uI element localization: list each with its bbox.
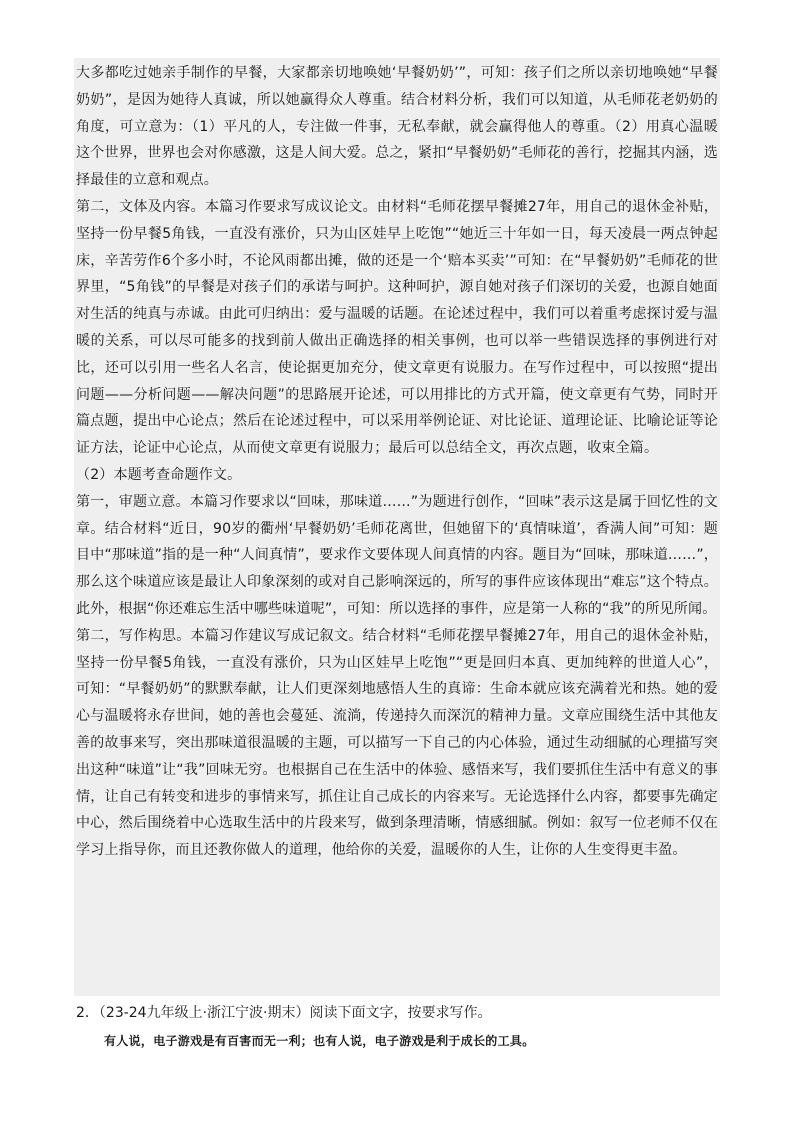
- answer-analysis: [76, 60, 718, 864]
- paragraph: 第一，审题立意。本篇习作要求以“回味，那味道……”为题进行创作，“回味”表示这是属于回忆性的文章。结合材料“近日，90岁的衢州‘早餐奶奶’毛师花离世，但她留下的‘真情味道’，香满人间”可知：题目中“那味道”指的是一种“人间真情”，要求作文要体现人间真情的内容。题目为“回味，那味道……”，那么这个味道应该是最让人印象深刻的或对自己影响深远的，所写的事件应该体现出“难忘”这个特点。此外，根据“你还难忘生活中哪些味道呢”，可知：所以选择的事件，应是第一人称的“我”的所见所闻。: [76, 493, 718, 617]
- question-heading: 2．（23-24九年级上·浙江宁波·期末）阅读下面文字，按要求写作。: [76, 1005, 492, 1021]
- paragraph: 第二，写作构思。本篇习作建议写成记叙文。结合材料“毛师花摆早餐摊27年，用自己的退休金补贴，坚持一份早餐5角钱，一直没有涨价，只为山区娃早上吃饱”“更是回归本真、更加纯粹的世道人心”，可知：“早餐奶奶”的默默奉献，让人们更深刻地感悟人生的真谛：生命本就应该充满着光和热。她的爱心与温暖将永存世间，她的善也会蔓延、流淌，传递持久而深沉的精神力量。文章应围绕生活中其他友善的故事来写，突出那味道很温暖的主题，可以描写一下自己的内心体验，通过生动细腻的心理描写突出这种“味道”让“我”回味无穷。也根据自己在生活中的体验、感悟来写，我们要抓住生活中有意义的事情，让自己有转变和进步的事情来写，抓住让自己成长的内容来写。无论选择什么内容，都要事先确定中心，然后围绕着中心选取生活中的片段来写，做到条理清晰，情感细腻。例如：叙写一位老师不仅在学习上指导你，而且还教你做人的道理，他给你的关爱，温暖你的人生，让你的人生变得更丰盈。: [76, 627, 718, 859]
- paragraph: 大多都吃过她亲手制作的早餐，大家都亲切地唤她‘早餐奶奶’”，可知：孩子们之所以亲切地唤她“早餐奶奶”，是因为她待人真诚，所以她赢得众人尊重。结合材料分析，我们可以知道，从毛师花老奶奶的角度，可立意为：（1）平凡的人，专注做一件事，无私奉献，就会赢得他人的尊重。（2）用真心温暖这个世界，世界也会对你感激，这是人间大爱。总之，紧扣“早餐奶奶”毛师花的善行，挖掘其内涵，选择最佳的立意和观点。: [76, 65, 718, 189]
- question-quote: 有人说，电子游戏是有百害而无一利；也有人说，电子游戏是利于成长的工具。: [104, 1034, 535, 1048]
- paragraph-subheading: （2）本题考查命题作文。: [76, 466, 242, 483]
- paragraph: 第二，文体及内容。本篇习作要求写成议论文。由材料“毛师花摆早餐摊27年，用自己的退休金补贴，坚持一份早餐5角钱，一直没有涨价，只为山区娃早上吃饱”“她近三十年如一日，每天凌晨一两点钟起床，辛苦劳作6个多小时，不论风雨都出摊，做的还是一个‘赔本买卖’”可知：在“早餐奶奶”毛师花的世界里，“5角钱”的早餐是对孩子们的承诺与呵护。这种呵护，源自她对孩子们深切的关爱，也源自她面对生活的纯真与赤诚。由此可归纳出：爱与温暖的话题。在论述过程中，我们可以着重考虑探讨爱与温暖的关系，可以尽可能多的找到前人做出正确选择的相关事例，也可以举一些错误选择的事例进行对比，还可以引用一些名人名言，使论据更加充分，使文章更有说服力。在写作过程中，可以按照“提出问题——分析问题——解决问题”的思路展开论述，可以用排比的方式开篇，使文章更有气势，同时开篇点题，提出中心论点；然后在论述过程中，可以采用举例论证、对比论证、道理论证、比喻论证等论证方法，论证中心论点，从而使文章更有说服力；最后可以总结全文，再次点题，收束全篇。: [76, 198, 718, 457]
